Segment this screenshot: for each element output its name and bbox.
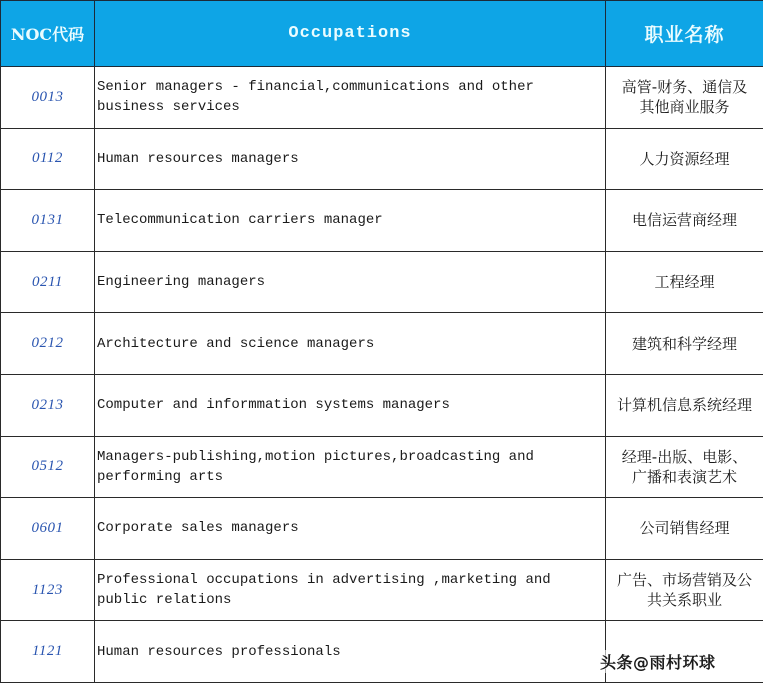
- table-row: [1, 436, 763, 498]
- table-row: [1, 498, 763, 560]
- header-row: [1, 1, 763, 67]
- chinese-name-cell: [606, 436, 763, 498]
- header-chinese-name: 职业名称: [606, 1, 763, 67]
- watermark-text: 头条@雨村环球: [600, 650, 716, 673]
- occupation-cell: Computer and informmation systems managers: [95, 374, 606, 436]
- chinese-name-cell: 人力资源经理: [606, 128, 763, 190]
- noc-code-cell: 0212: [1, 313, 95, 375]
- noc-code-cell: 0512: [1, 436, 95, 498]
- noc-code-cell: 0211: [1, 251, 95, 313]
- chinese-name-cell: 公司销售经理: [606, 498, 763, 560]
- occupation-cell: Architecture and science managers: [95, 313, 606, 375]
- noc-code-cell: 0131: [1, 190, 95, 252]
- noc-code-cell: 0601: [1, 498, 95, 560]
- table-row: [1, 559, 763, 621]
- occupation-cell: Corporate sales managers: [95, 498, 606, 560]
- noc-code-cell: 1121: [1, 621, 95, 683]
- noc-code-cell: 0112: [1, 128, 95, 190]
- occupation-cell: Engineering managers: [95, 251, 606, 313]
- table-row: [1, 128, 763, 190]
- occupation-cell: Human resources professionals: [95, 621, 606, 683]
- table-row: [1, 251, 763, 313]
- occupation-cell: Telecommunication carriers manager: [95, 190, 606, 252]
- table-row: [1, 67, 763, 129]
- table-row: [1, 374, 763, 436]
- noc-code-cell: 0013: [1, 67, 95, 129]
- table-row: [1, 190, 763, 252]
- table-row: [1, 313, 763, 375]
- noc-code-cell: 1123: [1, 559, 95, 621]
- chinese-name-cell: 电信运营商经理: [606, 190, 763, 252]
- occupation-cell: Senior managers - financial,communications and other business services: [95, 67, 606, 129]
- occupation-cell: Human resources managers: [95, 128, 606, 190]
- occupation-cell: Professional occupations in advertising ,marketing and public relations: [95, 559, 606, 621]
- chinese-name-cell: 计算机信息系统经理: [606, 374, 763, 436]
- chinese-name-cell: [606, 559, 763, 621]
- chinese-name-cell: [606, 67, 763, 129]
- chinese-name-text: 高管-财务、通信及 其他商业服务: [621, 78, 748, 117]
- chinese-name-text: 广告、市场营销及公 共关系职业: [616, 571, 752, 610]
- chinese-name-cell: 建筑和科学经理: [606, 313, 763, 375]
- header-occupations: Occupations: [95, 1, 606, 67]
- chinese-name-cell: 工程经理: [606, 251, 763, 313]
- chinese-name-text: 经理-出版、电影、 广播和表演艺术: [621, 447, 748, 486]
- header-noc-code: NOC代码: [1, 1, 95, 67]
- noc-code-cell: 0213: [1, 374, 95, 436]
- occupation-cell: Managers-publishing,motion pictures,broadcasting and performing arts: [95, 436, 606, 498]
